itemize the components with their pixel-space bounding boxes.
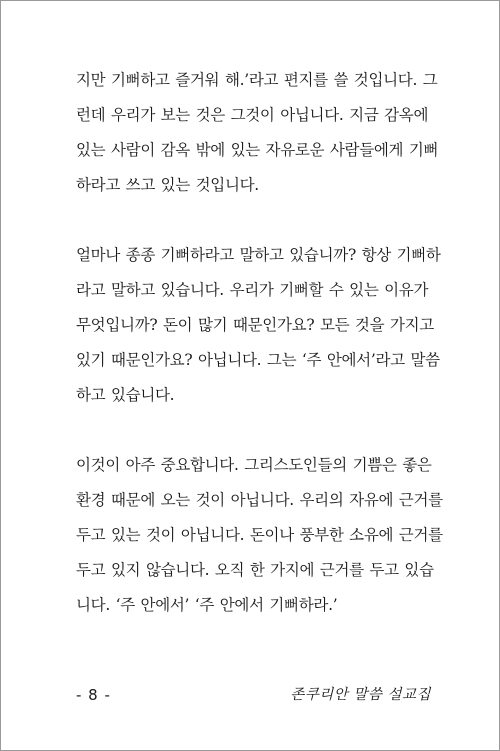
- page-number: - 8 -: [76, 686, 111, 704]
- text-line: 있는 사람이 감옥 밖에 있는 자유로운 사람들에게 기뻐: [76, 141, 439, 159]
- text-line: 라고 말하고 있습니다. 우리가 기뻐할 수 있는 이유가: [76, 281, 429, 299]
- text-line: 있기 때문인가요? 아닙니다. 그는 ‘주 안에서’라고 말씀: [76, 351, 440, 369]
- body-text: [76, 63, 443, 623]
- text-line: 이것이 아주 중요합니다. 그리스도인들의 기쁨은 좋은: [76, 456, 432, 474]
- running-title: 존쿠리안 말씀 설교집: [290, 687, 431, 703]
- text-line: 두고 있는 것이 아닙니다. 돈이나 풍부한 소유에 근거를: [76, 526, 443, 544]
- text-line: 런데 우리가 보는 것은 그것이 아닙니다. 지금 감옥에: [76, 106, 429, 124]
- text-line: 니다. ‘주 안에서’ ‘주 안에서 기뻐하라.’: [76, 596, 338, 614]
- page-footer: [76, 683, 431, 707]
- text-line: 지만 기뻐하고 즐거워 해.’라고 편지를 쓸 것입니다. 그: [76, 71, 438, 89]
- text-line: 얼마나 종종 기뻐하라고 말하고 있습니까? 항상 기뻐하: [76, 246, 441, 264]
- paragraph-1: [76, 63, 439, 203]
- text-line: 하고 있습니다.: [76, 386, 175, 404]
- text-line: 환경 때문에 오는 것이 아닙니다. 우리의 자유에 근거를: [76, 491, 443, 509]
- text-line: 하라고 쓰고 있는 것입니다.: [76, 176, 259, 194]
- text-line: 두고 있지 않습니다. 오직 한 가지에 근거를 두고 있습: [76, 561, 434, 579]
- paragraph-3: [76, 448, 443, 623]
- text-line: 무엇입니까? 돈이 많기 때문인가요? 모든 것을 가지고: [76, 316, 434, 334]
- paragraph-2: [76, 238, 441, 413]
